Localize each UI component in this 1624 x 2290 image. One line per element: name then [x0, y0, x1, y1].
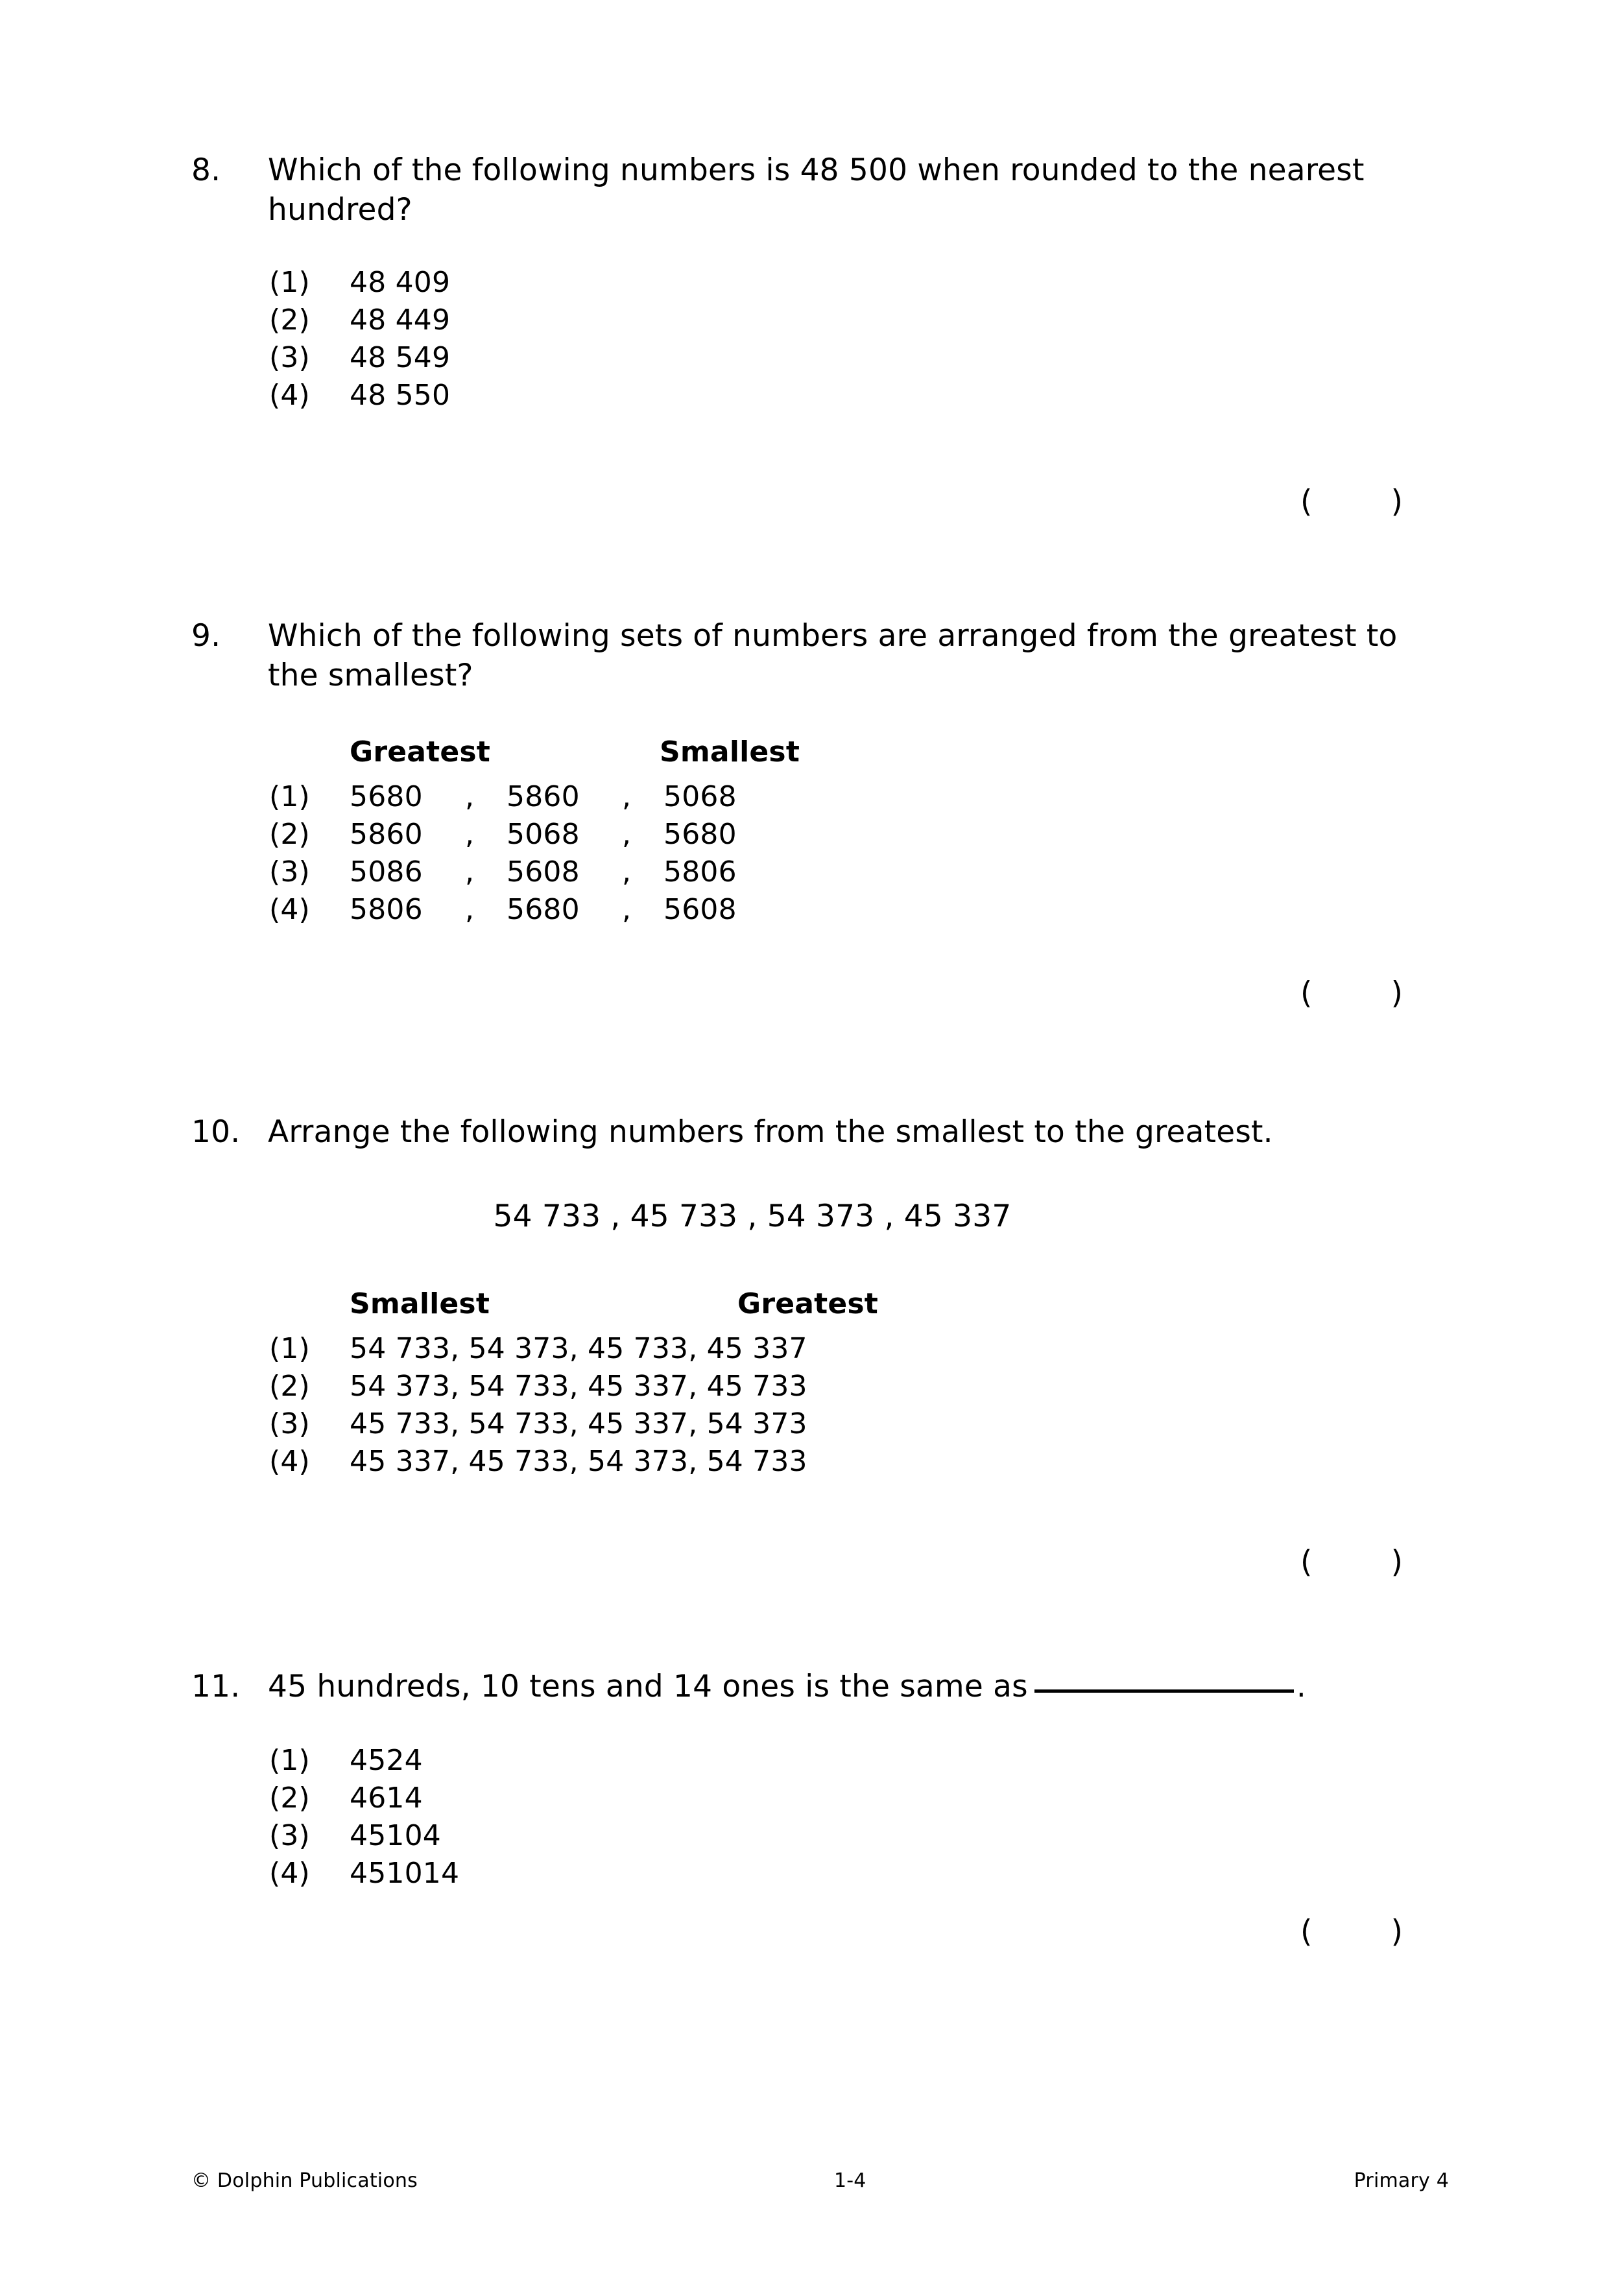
option-number-3: 5680 [663, 818, 737, 852]
option-label: (4) [269, 1445, 310, 1479]
question-10-text: Arrange the following numbers from the smallest to the greatest. [268, 1114, 1273, 1150]
option-label: (3) [269, 855, 310, 889]
answer-bracket[interactable]: ( ) [1300, 1914, 1403, 1950]
option-label: (3) [269, 341, 310, 375]
question-9-text: Which of the following sets of numbers are arranged from the greatest to the smallest? [268, 618, 1398, 694]
option-value [350, 893, 1443, 927]
option-label: (1) [269, 266, 310, 300]
option-label: (4) [269, 1857, 310, 1890]
question-10-column-headers [350, 1287, 1443, 1320]
question-8-text: Which of the following numbers is 48 500 when rounded to the nearest hundred? [268, 152, 1365, 228]
question-9-heading [191, 616, 1443, 695]
option-value: 4614 [350, 1782, 423, 1815]
column-header-smallest: Smallest [350, 1287, 490, 1321]
question-11-text-before-blank: 45 hundreds, 10 tens and 14 ones is the same as [268, 1669, 1028, 1704]
option-row[interactable] [191, 1744, 1443, 1784]
option-label: (3) [269, 1407, 310, 1441]
option-row[interactable] [191, 1784, 1443, 1822]
option-value [350, 855, 1443, 889]
question-8-heading [191, 150, 1443, 230]
option-label: (1) [269, 1744, 310, 1778]
option-row[interactable] [191, 341, 1443, 381]
question-10 [191, 1112, 1443, 1485]
option-row[interactable] [191, 1819, 1443, 1859]
question-11-number: 11. [191, 1669, 241, 1704]
option-value: 48 449 [350, 304, 451, 337]
option-separator: , [622, 818, 632, 852]
option-value [350, 780, 1443, 814]
option-row[interactable] [191, 855, 1443, 896]
answer-bracket[interactable]: ( ) [1300, 975, 1403, 1011]
page-footer [191, 2169, 1449, 2192]
option-number-2: 5068 [507, 818, 580, 852]
question-9-options [191, 780, 1443, 933]
option-separator: , [465, 780, 475, 814]
answer-bracket[interactable]: ( ) [1300, 1544, 1403, 1580]
option-value: 451014 [350, 1857, 460, 1890]
option-value: 48 549 [350, 341, 451, 375]
option-number-2: 5680 [507, 893, 580, 927]
option-row[interactable] [191, 306, 1443, 344]
option-number-1: 5860 [350, 818, 423, 852]
question-9-column-headers [350, 735, 1443, 769]
option-separator: , [465, 818, 475, 852]
column-header-greatest: Greatest [737, 1287, 879, 1321]
question-8-options [191, 268, 1443, 419]
option-value: 54 373, 54 733, 45 337, 45 733 [350, 1370, 807, 1403]
footer-level: Primary 4 [1354, 2169, 1449, 2192]
question-11-text [268, 1667, 1443, 1706]
option-row[interactable] [191, 1445, 1443, 1485]
answer-bracket[interactable]: ( ) [1300, 484, 1403, 519]
option-label: (1) [269, 780, 310, 814]
option-separator: , [465, 893, 475, 927]
option-value: 45 337, 45 733, 54 373, 54 733 [350, 1445, 807, 1479]
question-11-heading [191, 1667, 1443, 1706]
option-label: (2) [269, 304, 310, 337]
option-row[interactable] [191, 780, 1443, 820]
option-label: (4) [269, 379, 310, 412]
option-row[interactable] [191, 893, 1443, 933]
option-value [350, 818, 1443, 852]
option-number-1: 5086 [350, 855, 423, 889]
option-separator: , [465, 855, 475, 889]
option-value: 45 733, 54 733, 45 337, 54 373 [350, 1407, 807, 1441]
option-label: (1) [269, 1332, 310, 1366]
option-row[interactable] [191, 381, 1443, 419]
question-11-options [191, 1744, 1443, 1897]
option-label: (2) [269, 818, 310, 852]
column-header-smallest: Smallest [660, 735, 800, 769]
question-10-options [191, 1332, 1443, 1485]
column-header-greatest: Greatest [350, 735, 491, 769]
option-label: (2) [269, 1370, 310, 1403]
option-label: (3) [269, 1819, 310, 1853]
question-10-number: 10. [191, 1114, 241, 1150]
option-number-3: 5806 [663, 855, 737, 889]
question-11-text-after-blank: . [1296, 1669, 1306, 1704]
option-row[interactable] [191, 1859, 1443, 1897]
option-value: 45104 [350, 1819, 441, 1853]
option-number-3: 5068 [663, 780, 737, 814]
question-10-heading [191, 1112, 1443, 1152]
question-8-number: 8. [191, 152, 221, 188]
footer-copyright: © Dolphin Publications [191, 2169, 418, 2192]
question-8 [191, 150, 1443, 419]
option-row[interactable] [191, 820, 1443, 858]
question-9-number: 9. [191, 618, 221, 654]
option-row[interactable] [191, 1372, 1443, 1410]
option-row[interactable] [191, 268, 1443, 306]
answer-blank-line[interactable] [1034, 1689, 1294, 1693]
option-number-2: 5608 [507, 855, 580, 889]
option-label: (2) [269, 1782, 310, 1815]
option-number-1: 5806 [350, 893, 423, 927]
option-value: 48 409 [350, 266, 451, 300]
question-11 [191, 1667, 1443, 1897]
option-separator: , [622, 855, 632, 889]
option-separator: , [622, 893, 632, 927]
question-10-number-list: 54 733 , 45 733 , 54 373 , 45 337 [493, 1199, 1012, 1235]
option-row[interactable] [191, 1407, 1443, 1448]
option-number-2: 5860 [507, 780, 580, 814]
option-row[interactable] [191, 1332, 1443, 1372]
option-separator: , [622, 780, 632, 814]
question-9 [191, 616, 1443, 933]
option-number-3: 5608 [663, 893, 737, 927]
footer-page-number: 1-4 [833, 2169, 866, 2192]
option-number-1: 5680 [350, 780, 423, 814]
option-value: 4524 [350, 1744, 423, 1778]
option-value: 54 733, 54 373, 45 733, 45 337 [350, 1332, 807, 1366]
option-value: 48 550 [350, 379, 451, 412]
option-label: (4) [269, 893, 310, 927]
